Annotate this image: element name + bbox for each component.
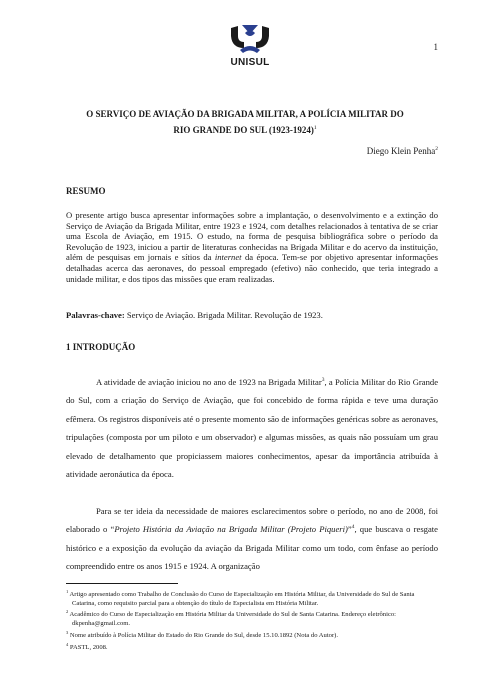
unisul-logo-icon: [228, 22, 272, 56]
footnote-item: [66, 629, 438, 641]
footnotes-list: [66, 588, 438, 652]
footnote-mark: 4: [66, 641, 69, 647]
abstract-heading: RESUMO: [66, 186, 106, 196]
unisul-logo: [222, 22, 278, 74]
footnote-mark: 1: [66, 589, 69, 594]
footnote-item: [66, 608, 438, 628]
footnote-divider: [66, 583, 178, 584]
p2-part-c: , que buscava o resgate histórico e a exposição da evolução da aviação da Brigada Militar como um todo, com ênfase ao período compreendido entre os anos 1915 e 1924. A organização: [66, 524, 438, 572]
footnote-item: [66, 588, 438, 608]
keywords-label: Palavras-chave:: [66, 310, 125, 320]
footnote-item: [66, 641, 438, 653]
body-paragraph-1: [66, 373, 438, 483]
page-number: 1: [433, 42, 438, 52]
abstract-text-part-a: O presente artigo busca apresentar informações sobre a implantação, o desenvolvimento e a extinção do Serviço de Aviação da Brigada Militar, entre 1923 e 1924, com detalhes relacionados à tentativa de se criar uma Escola de Aviação, em 1915. O estudo, na forma de pesquisa bibliográfica sobre o período da Revolução de 1923, iniciou a partir de literaturas conhecidas na Brigada Militar e do acervo da instituição, além de pesquisas em jornais e sítios da: [66, 210, 438, 263]
section-heading: 1 INTRODUÇÃO: [66, 342, 136, 352]
article-title: [60, 106, 430, 138]
abstract-text-part-b: da época. Tem-se por objetivo apresentar informações detalhadas acerca das aeronaves, do pessoal empregado (efetivo) não conhecido, que teria integrado a unidade militar, e dos tipos das missões que eram realizadas.: [66, 252, 438, 284]
keywords: [66, 310, 323, 320]
footnote-text: Artigo apresentado como Trabalho de Conclusão do Curso de Especialização em História Militar, da Universidade do Sul de Santa Catarina, como requisito parcial para a obtenção do título de Especialista em História Militar.: [68, 591, 415, 607]
abstract-text: [66, 210, 438, 284]
abstract-text-italic: internet: [214, 252, 242, 263]
p2-italic: Projeto História da Aviação na Brigada Militar (Projeto Piqueri): [114, 524, 348, 535]
footnote-text: Nome atribuído à Polícia Militar do Estado do Rio Grande do Sul, desde 15.10.1892 (Nota do Autor).: [68, 631, 339, 639]
title-line-2: RIO GRANDE DO SUL (1923-1924): [173, 125, 314, 135]
p1-part-a: A atividade de aviação iniciou no ano de 1923 na Brigada Militar: [96, 377, 322, 387]
body-paragraph-2: [66, 502, 438, 576]
footnote-mark: 2: [66, 609, 69, 615]
title-line-1: O SERVIÇO DE AVIAÇÃO DA BRIGADA MILITAR, A POLÍCIA MILITAR DO: [86, 109, 404, 119]
p1-part-b: , a Polícia Militar do Rio Grande do Sul, com a criação do Serviço de Aviação, que foi concebido de forma rápida e teve uma duração efêmera. Os registros disponíveis até o presente momento são de informações genéricas sobre as aeronaves, tripulações (composta por um piloto e um observador) e algumas missões, as quais não possuíam um grau elevado de detalhamento que propiciassem maiores conhecimentos, apesar da importância atribuída à atividade aeronáutica da época.: [66, 377, 439, 480]
p2-part-a: Para se ter ideia da necessidade de maiores esclarecimentos sobre o período, no ano de 2008, foi elaborado o “: [66, 506, 438, 535]
logo-wordmark: UNISUL: [230, 57, 270, 68]
footnote-text: Acadêmico do Curso de Especialização em História Militar da Universidade do Sul de Santa Catarina. Endereço eletrônico: dkpenha@gmail.com.: [68, 611, 396, 628]
footnote-ref-1[interactable]: 1: [313, 125, 317, 131]
author-name: [367, 146, 438, 156]
footnote-ref-4[interactable]: 4: [351, 524, 355, 531]
author-text: Diego Klein Penha: [366, 146, 436, 156]
p2-part-b: ”: [347, 524, 352, 535]
footnote-mark: 3: [66, 629, 69, 635]
footnote-text: PASTL, 2008.: [68, 643, 108, 651]
keywords-list: Serviço de Aviação. Brigada Militar. Revolução de 1923.: [124, 310, 323, 320]
footnote-ref-2[interactable]: 2: [435, 146, 438, 152]
footnote-ref-3[interactable]: 3: [321, 377, 325, 384]
